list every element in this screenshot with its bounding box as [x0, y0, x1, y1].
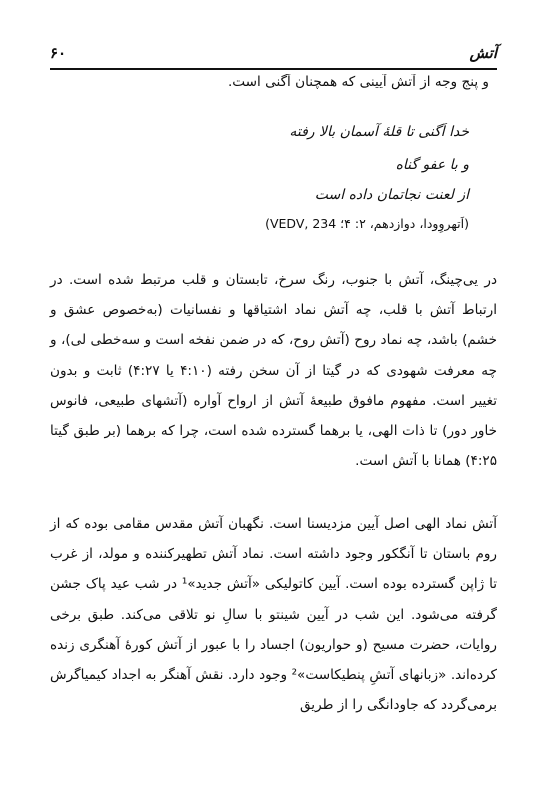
paragraph-2: آتش نماد الهی اصل آیین مزدیسنا است. نگهبان آتش مقدس مقامی بوده که از روم باستان تا آنگکور وجود داشته است. نماد آتش تطهیرکننده و مولد، از غرب تا ژاپن گسترده بوده است. آیین کاتولیکی «آتش جدید»¹ در شب عید پاک جشن گرفته می‌شود. این شب در آیین شینتو با سالِ نو تلاقی می‌کند. طبق برخی روایات، حضرت مسیح (و حواریون) اجساد را با عبور از آتش کورهٔ آهنگری زنده کرده‌اند. «زبانهای آتشِ پنطیکاست»² وجود دارد. نقش آهنگر به اجداد کیمیاگرش برمی‌گردد که جاودانگی را از طریق [50, 516, 498, 714]
page-number: ۶۰ [50, 44, 67, 62]
header-rule [50, 68, 497, 70]
page-header [50, 44, 497, 68]
quote-line-1: خدا اَگنی تا قلهٔ آسمان بالا رفته [289, 124, 469, 140]
quote-citation: (اَتهروِودا، دوازدهم، ۲: ۴؛ VEDV, 234) [265, 216, 469, 231]
intro-line: و پنج وجه از آتش آیینی که همچنان اَگنی است. [227, 74, 489, 90]
quote-line-3: از لعنت نجاتمان داده است [314, 187, 469, 203]
quote-line-2: و با عفو گناه [395, 157, 469, 173]
paragraph-1: در یی‌چینگ، آتش با جنوب، رنگ سرخ، تابستان و قلب مرتبط شده است. در ارتباط آتش با قلب، چه آتش نماد اشتیاقها و نفسانیات (به‌خصوص عشق و خشم) باشد، چه نماد روح (آتش روح، که در ضمن نفخه است و سه‌خطی لی)، و چه معرفت شهودی که در گیتا از آن سخن رفته (۴:۱۰ یا ۴:۲۷) ثابت و بدون تغییر است. مفهوم مافوق طبیعهٔ آتش از ارواح آواره (آتشهای طبیعی، فانوس خاور دور) تا ذات الهی، یا برهما گسترده شده است، چرا که برهما (بر طبق گیتا ۴:۲۵) همانا با آتش است. [50, 272, 497, 470]
running-title: آتش [469, 44, 497, 62]
